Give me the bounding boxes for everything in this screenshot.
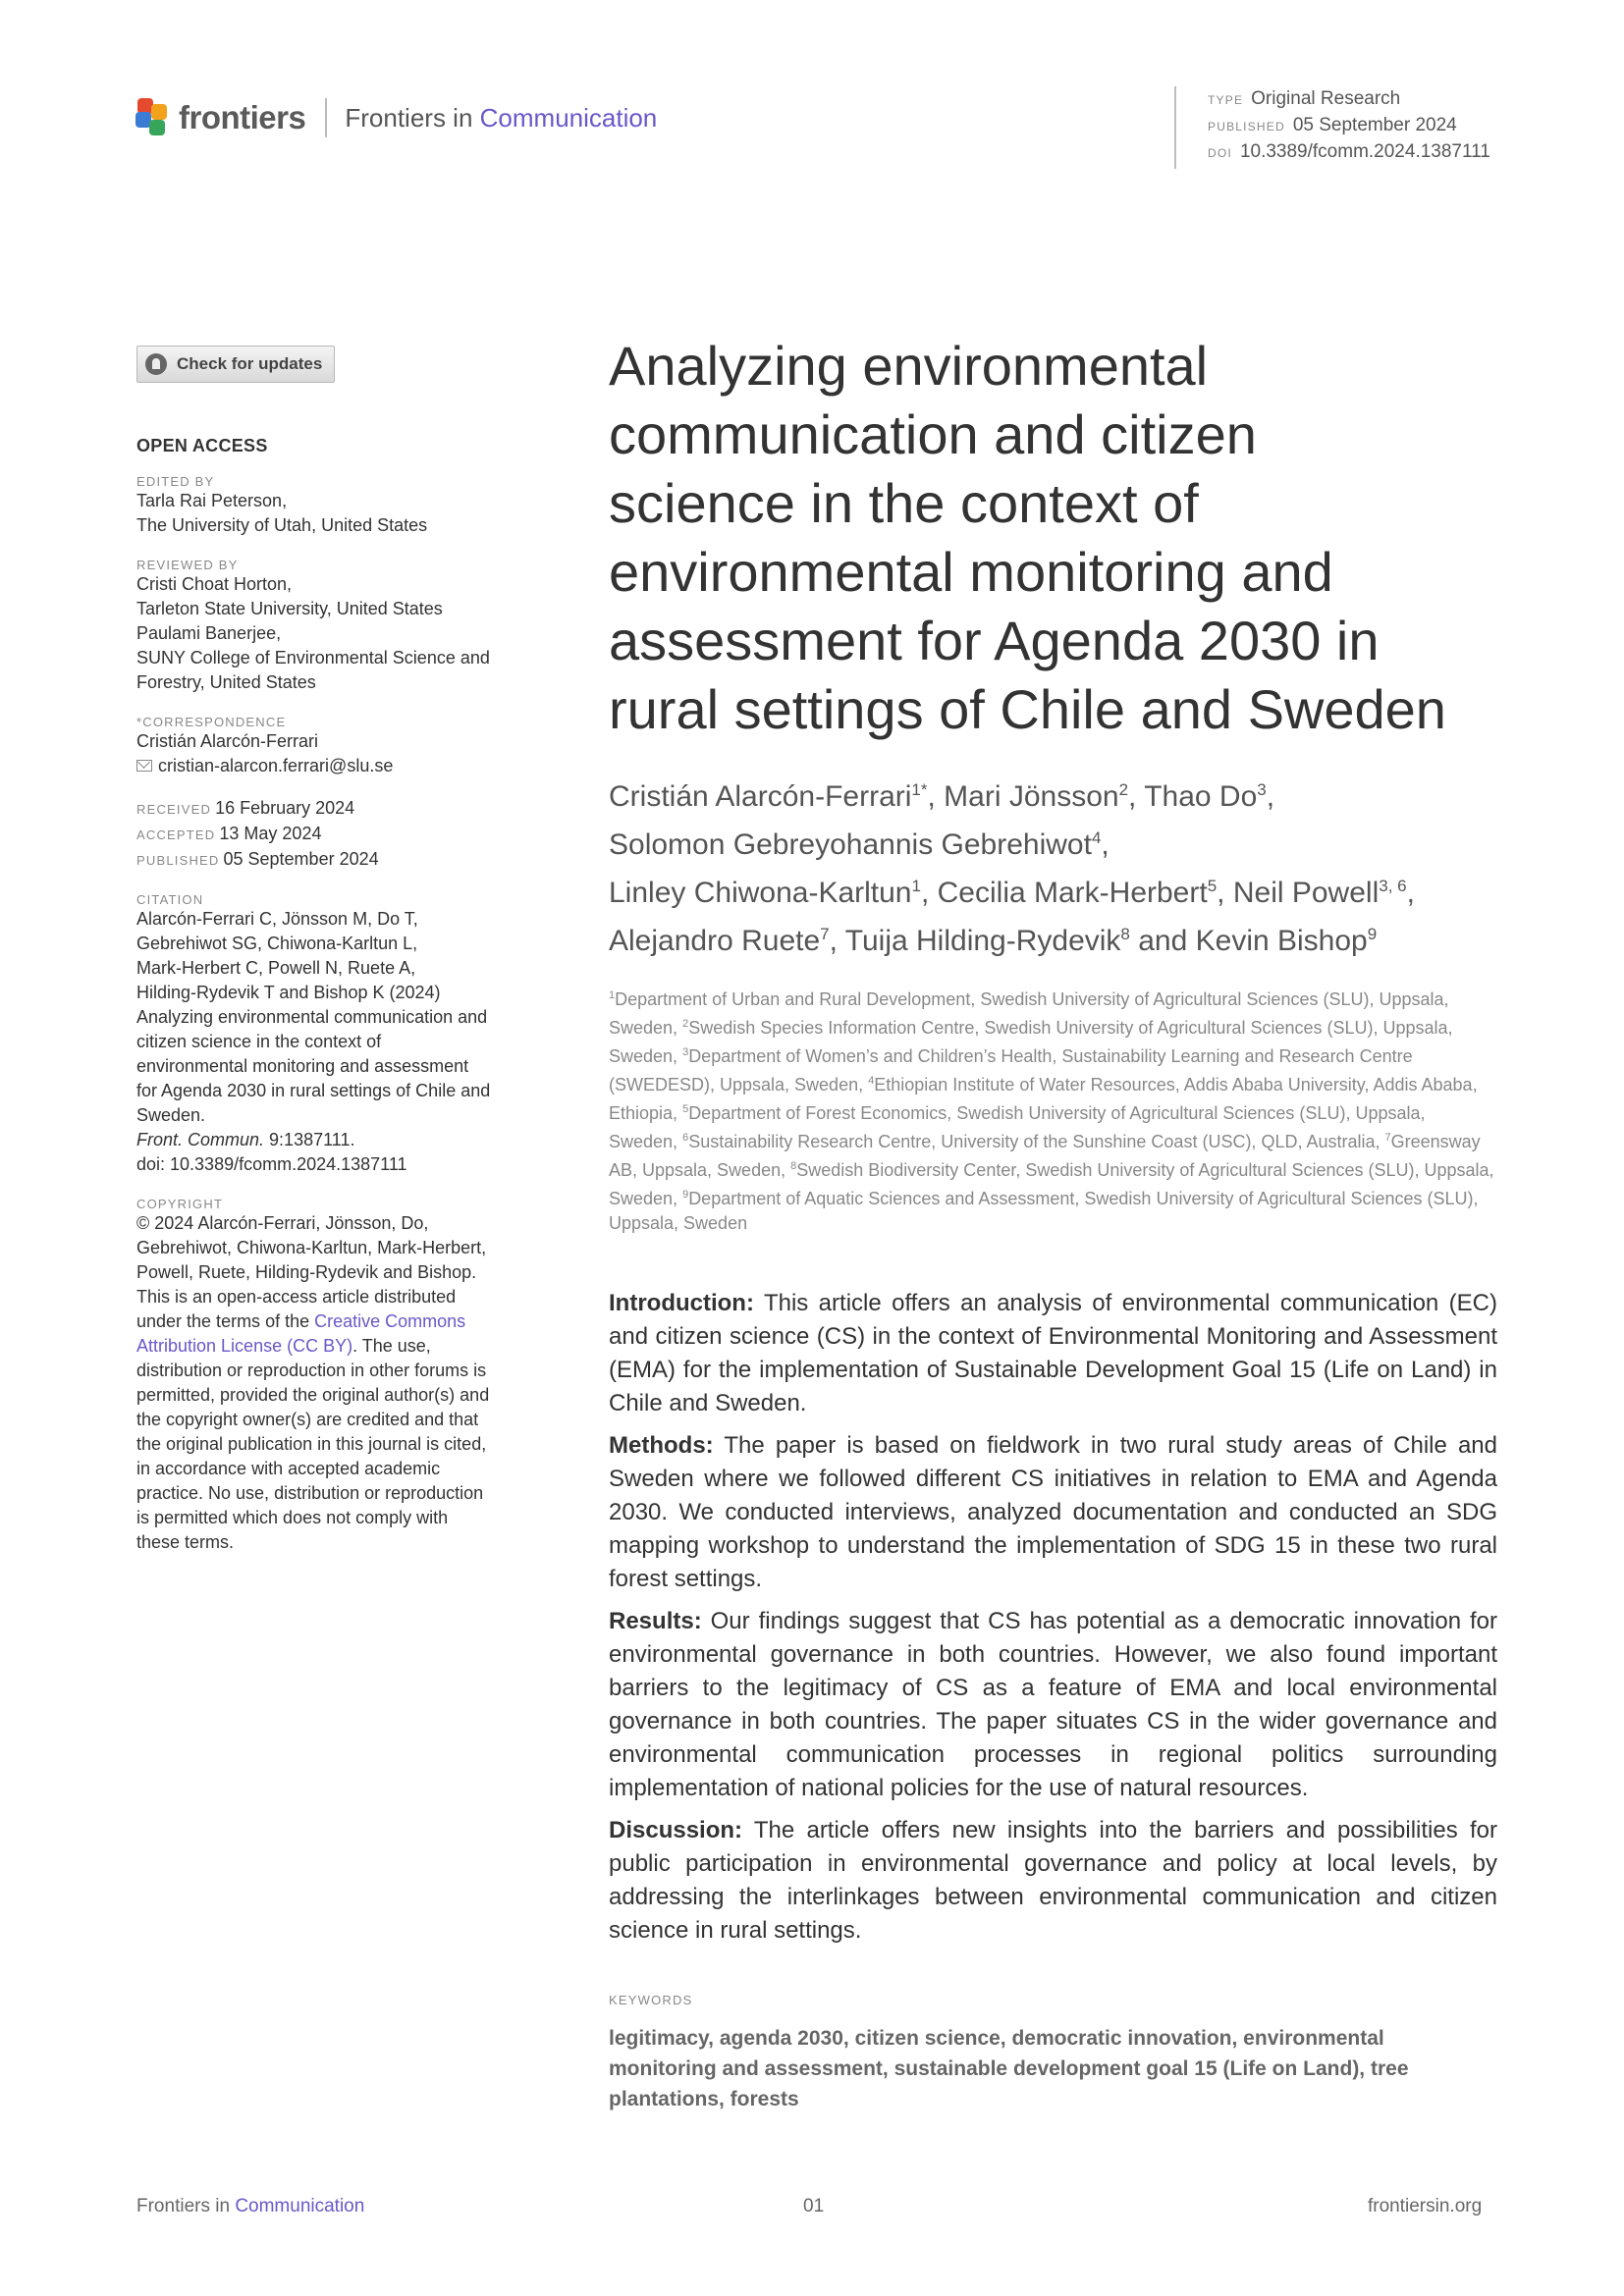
reviewer-line: SUNY College of Environmental Science and [136,648,490,667]
affiliation-marker: 4 [868,1075,875,1087]
affiliation-text: Swedish Biodiversity Center, Swedish University of Agricultural Sciences (SLU), Uppsala, Sweden, [609,1160,1494,1208]
cc-license-link[interactable]: Attribution License (CC BY) [136,1336,353,1356]
meta-type [1208,86,1490,113]
citation-line: for Agenda 2030 in rural settings of Chile and [136,1081,491,1100]
copyright-fragment: under the terms of the [136,1311,315,1331]
author-name: Tuija Hilding-Rydevik [844,925,1121,957]
citation-line: Hilding-Rydevik T and Bishop K (2024) [136,983,441,1002]
copyright-line: in accordance with accepted academic [136,1459,441,1478]
received-date [136,796,539,822]
abstract-results [609,1605,1497,1805]
abstract-heading: Methods: [609,1432,714,1459]
abstract-text: The paper is based on fieldwork in two rural study areas of Chile and Sweden where we followed different CS initiatives in relation to EMA and Agenda 2030. We conducted interviews, analyzed documentation and conducted an SDG mapping workshop to understand the implementation of SDG 15 in these two rural forest settings. [609,1432,1497,1592]
author-separator: and [1129,925,1196,957]
article-title [609,332,1497,744]
author-separator: , [829,925,845,957]
author-name: Cecilia Mark-Herbert [937,877,1208,909]
copyright-line: This is an open-access article distributed [136,1287,457,1307]
citation-line: Gebrehiwot SG, Chiwona-Karltun L, [136,934,418,953]
affiliation-marker: 6 [682,1132,689,1144]
affiliation-marker: 8 [790,1160,797,1172]
article-meta [1174,86,1490,169]
abstract [609,1287,1497,1948]
title-line: rural settings of Chile and Sweden [609,678,1446,740]
abstract-text: Our findings suggest that CS has potential as a democratic innovation for environmental governance in both countries. However, we also found important barriers to the legitimacy of CS as a feature of EMA and local environmental governance in both countries. The paper situates CS in the wider governance and environmental communication processes in regional politics surrounding implementation of national policies for the use of natural resources. [609,1608,1497,1801]
author-affiliation-marker: 1 [911,877,921,895]
copyright-fragment: . The use, [352,1336,431,1356]
editor-info [136,489,539,538]
citation-line: environmental monitoring and assessment [136,1056,469,1076]
correspondence-email[interactable]: cristian-alarcon.ferrari@slu.se [158,756,394,775]
correspondence-label: *CORRESPONDENCE [136,715,287,729]
date-key: PUBLISHED [136,853,220,868]
meta-value: Original Research [1251,88,1401,109]
title-line: science in the context of [609,472,1199,534]
citation-line: citizen science in the context of [136,1032,382,1051]
footer-site-link[interactable]: frontiersin.org [1368,2196,1483,2216]
author-separator: , [920,877,938,909]
copyright-line [136,1334,539,1359]
correspondence-info [136,729,539,778]
meta-published [1208,113,1490,139]
citation-journal-line [136,1128,539,1152]
copyright-line: the original publication in this journal is cited, [136,1434,487,1454]
date-value: 13 May 2024 [219,824,322,843]
copyright-line: permitted, provided the original author(s) and [136,1385,490,1405]
edited-by-label: EDITED BY [136,474,215,489]
affiliation-text: Department of Aquatic Sciences and Assessment, Swedish University of Agricultural Sciences (SLU), Uppsala, Sweden [609,1189,1479,1233]
abstract-introduction [609,1287,1497,1420]
check-for-updates-button[interactable] [136,346,335,383]
meta-key: TYPE [1208,93,1244,107]
reviewer-line: Paulami Banerjee, [136,623,282,643]
author-affiliation-marker: 4 [1091,828,1102,847]
author-name: Mari Jönsson [944,780,1119,813]
copyright-line: distribution or reproduction in other forums is [136,1361,487,1380]
abstract-heading: Results: [609,1608,702,1634]
citation-text [136,907,539,1177]
footer-journal-prefix: Frontiers in [136,2196,231,2216]
author-name: Thao Do [1144,780,1258,813]
citation-line: Mark-Herbert C, Powell N, Ruete A, [136,958,416,978]
affiliation-text: Swedish Species Information Centre, Swedish University of Agricultural Sciences (SLU), Uppsala, Sweden, [609,1018,1453,1066]
journal-title: Communication [479,102,658,133]
author-separator: , [1266,780,1275,813]
abstract-text: This article offers an analysis of environmental communication (EC) and citizen science (CS) in the context of Environmental Monitoring and Assessment (EMA) for the implementation of Sustainable Development Goal 15 (Life on Land) in Chile and Sweden. [609,1290,1497,1416]
journal-name[interactable] [345,103,657,133]
copyright-line: Powell, Ruete, Hilding-Rydevik and Bishop. [136,1262,477,1282]
author-name: Linley Chiwona-Karltun [609,877,912,909]
copyright-line: the copyright owner(s) are credited and that [136,1410,479,1429]
affiliations [609,984,1497,1236]
affiliation-text: Ethiopian Institute of Water Resources, Addis Ababa University, Addis Ababa, Ethiopia, [609,1075,1478,1123]
page-number: 01 [803,2196,825,2216]
author-affiliation-marker: 8 [1120,925,1130,943]
footer-journal[interactable] [136,2196,364,2217]
copyright-line: is permitted which does not comply with [136,1508,449,1527]
journal-prefix: Frontiers in [345,102,473,133]
abstract-heading: Introduction: [609,1290,754,1316]
correspondence-email-row[interactable] [136,754,539,778]
affiliation-text: Sustainability Research Centre, University of the Sunshine Coast (USC), QLD, Australia, [688,1132,1385,1151]
reviewed-by-label: REVIEWED BY [136,558,239,572]
author-separator: , [1217,877,1233,909]
author-name: Kevin Bishop [1195,925,1368,957]
copyright-line: Gebrehiwot, Chiwona-Karltun, Mark-Herbert, [136,1238,487,1257]
reviewer-line: Forestry, United States [136,672,316,692]
footer-journal-name: Communication [235,2196,365,2216]
title-line: Analyzing environmental [609,335,1209,397]
date-value: 05 September 2024 [223,849,379,869]
reviewer-line: Cristi Choat Horton, [136,574,293,594]
abstract-methods [609,1429,1497,1596]
title-line: assessment for Agenda 2030 in [609,610,1380,671]
bookmark-icon [145,353,167,375]
affiliation-text: Greensway AB, Uppsala, Sweden, [609,1132,1481,1180]
date-key: RECEIVED [136,802,212,817]
meta-value[interactable]: 10.3389/fcomm.2024.1387111 [1239,141,1490,162]
reviewer-info [136,572,539,695]
affiliation-text: Department of Forest Economics, Swedish University of Agricultural Sciences (SLU), Uppsala, Sweden, [609,1103,1426,1151]
editor-affiliation: The University of Utah, United States [136,515,428,535]
open-access-label: OPEN ACCESS [136,436,268,455]
date-value: 16 February 2024 [215,798,355,818]
copyright-line: practice. No use, distribution or reproduction [136,1483,484,1503]
meta-key: DOI [1208,146,1232,160]
logo-wordmark: frontiers [179,99,306,135]
copyright-label: COPYRIGHT [136,1197,224,1211]
affiliation-text: Department of Women’s and Children’s Health, Sustainability Learning and Research Centre (SWEDESD), Uppsala, Sweden, [609,1046,1413,1095]
author-list [609,770,1497,962]
abstract-discussion [609,1814,1497,1948]
author-affiliation-marker: 3, 6 [1379,877,1407,895]
frontiers-logo[interactable] [134,94,657,141]
affiliation-marker: 5 [682,1103,689,1115]
meta-value: 05 September 2024 [1292,115,1457,135]
logo-divider [325,98,327,137]
check-for-updates-label: Check for updates [177,354,323,373]
copyright-line: these terms. [136,1532,235,1552]
citation-volume: 9:1387111. [264,1130,355,1149]
affiliation-marker: 7 [1384,1132,1391,1144]
affiliation-marker: 9 [682,1189,689,1201]
frontiers-logo-icon [134,98,171,137]
abstract-text: The article offers new insights into the barriers and possibilities for public participation in environmental governance and policy at local levels, by addressing the interlinkages between environmental communication and citizen science in rural settings. [609,1817,1497,1944]
copyright-text [136,1211,539,1555]
citation-line: Analyzing environmental communication and [136,1007,488,1027]
author-affiliation-marker: 5 [1207,877,1218,895]
citation-label: CITATION [136,892,204,907]
affiliation-marker: 2 [682,1018,689,1030]
author-separator: , [1406,877,1415,909]
published-date [136,847,539,873]
meta-doi[interactable] [1208,139,1490,166]
main-content [609,332,1497,2114]
author-separator: , [1101,828,1110,861]
affiliation-marker: 3 [682,1046,689,1058]
author-separator: , [1128,780,1145,813]
copyright-line [136,1309,539,1334]
author-affiliation-marker: 3 [1257,780,1267,799]
reviewer-line: Tarleton State University, United States [136,599,443,618]
accepted-date [136,822,539,847]
author-affiliation-marker: 7 [820,925,830,943]
date-key: ACCEPTED [136,828,216,842]
citation-journal: Front. Commun. [136,1130,265,1149]
keywords: legitimacy, agenda 2030, citizen science, democratic innovation, environmental monitoring and assessment, sustainable development goal 15 (Life on Land), tree plantations, forests [609,2027,1409,2110]
author-name: Alejandro Ruete [609,925,821,957]
author-separator: , [927,780,945,813]
citation-doi[interactable]: doi: 10.3389/fcomm.2024.1387111 [136,1154,407,1174]
editor-name: Tarla Rai Peterson, [136,491,288,510]
author-name: Solomon Gebreyohannis Gebrehiwot [609,828,1092,861]
author-affiliation-marker: 9 [1367,925,1378,943]
title-line: communication and citizen [609,403,1257,465]
keywords-label: KEYWORDS [609,1993,693,2007]
cc-license-link[interactable]: Creative Commons [314,1311,466,1331]
citation-line: Sweden. [136,1105,206,1125]
author-name: Cristián Alarcón-Ferrari [609,780,912,813]
sidebar [136,346,539,1555]
copyright-line: © 2024 Alarcón-Ferrari, Jönsson, Do, [136,1213,429,1233]
author-affiliation-marker: 1* [911,780,928,799]
author-affiliation-marker: 2 [1118,780,1129,799]
mail-icon [136,760,152,772]
correspondence-name: Cristián Alarcón-Ferrari [136,731,319,751]
meta-key: PUBLISHED [1208,120,1285,133]
title-line: environmental monitoring and [609,541,1333,603]
affiliation-text: Department of Urban and Rural Development, Swedish University of Agricultural Sciences (SLU), Uppsala, Sweden, [609,989,1449,1038]
affiliation-marker: 1 [609,989,616,1001]
author-name: Neil Powell [1232,877,1380,909]
abstract-heading: Discussion: [609,1817,743,1843]
article-dates [136,796,539,873]
citation-line: Alarcón-Ferrari C, Jönsson M, Do T, [136,909,418,929]
